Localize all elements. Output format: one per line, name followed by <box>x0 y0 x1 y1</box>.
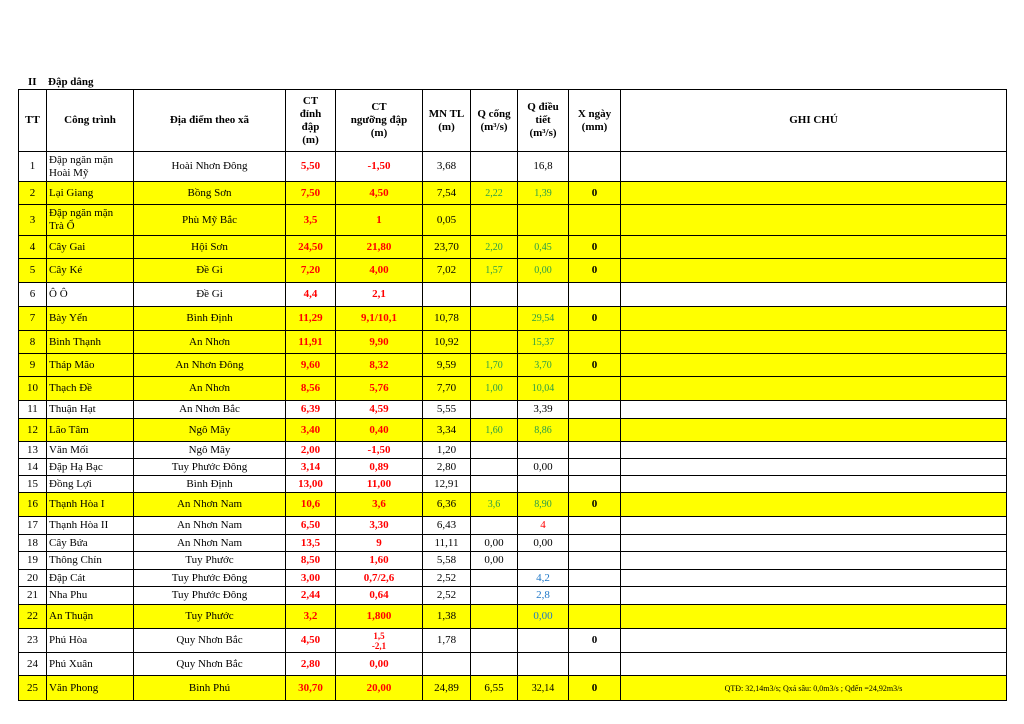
cell-cong-trinh: Thạnh Hòa I <box>47 493 134 517</box>
cell-x-ngay: 0 <box>569 629 621 653</box>
cell-mn-tl: 1,38 <box>423 605 471 629</box>
cell-q-dieu-tiet: 0,45 <box>518 236 569 259</box>
cell-x-ngay <box>569 442 621 459</box>
cell-ct-dinh-dap: 11,91 <box>286 331 336 354</box>
cell-cong-trinh: Lại Giang <box>47 182 134 205</box>
cell-x-ngay <box>569 535 621 552</box>
cell-ct-nguong-dap: 0,64 <box>336 587 423 605</box>
cell-tt: 15 <box>19 476 47 493</box>
cell-mn-tl: 2,80 <box>423 459 471 476</box>
cell-ct-nguong-dap: 1,60 <box>336 552 423 570</box>
table-row <box>19 259 1007 283</box>
cell-ct-nguong-dap: 9,90 <box>336 331 423 354</box>
header-q-cong: Q cống (m³/s) <box>471 90 518 152</box>
cell-mn-tl: 23,70 <box>423 236 471 259</box>
cell-x-ngay <box>569 459 621 476</box>
header-mn-tl: MN TL (m) <box>423 90 471 152</box>
table-row <box>19 476 1007 493</box>
cell-x-ngay <box>569 605 621 629</box>
cell-mn-tl: 11,11 <box>423 535 471 552</box>
cell-ghi-chu <box>621 552 1007 570</box>
table-row <box>19 331 1007 354</box>
cell-q-cong <box>471 517 518 535</box>
cell-ct-nguong-dap: 5,76 <box>336 377 423 401</box>
cell-mn-tl: 10,78 <box>423 307 471 331</box>
cell-ghi-chu <box>621 629 1007 653</box>
cell-ct-dinh-dap: 3,40 <box>286 419 336 442</box>
cell-x-ngay: 0 <box>569 493 621 517</box>
cell-q-cong: 1,00 <box>471 377 518 401</box>
cell-ghi-chu <box>621 307 1007 331</box>
cell-q-cong <box>471 152 518 182</box>
cell-tt: 16 <box>19 493 47 517</box>
cell-q-cong: 2,20 <box>471 236 518 259</box>
header-ct-nguong-dap: CT ngưỡng đập (m) <box>336 90 423 152</box>
cell-mn-tl: 24,89 <box>423 676 471 701</box>
cell-q-cong: 1,70 <box>471 354 518 377</box>
cell-tt: 14 <box>19 459 47 476</box>
cell-q-dieu-tiet: 3,39 <box>518 401 569 419</box>
cell-tt: 2 <box>19 182 47 205</box>
cell-ct-dinh-dap: 24,50 <box>286 236 336 259</box>
cell-x-ngay <box>569 419 621 442</box>
cell-tt: 11 <box>19 401 47 419</box>
section-number: II <box>28 76 37 88</box>
cell-x-ngay <box>569 205 621 236</box>
cell-x-ngay: 0 <box>569 259 621 283</box>
cell-mn-tl: 6,36 <box>423 493 471 517</box>
cell-cong-trinh: Đập Hạ Bạc <box>47 459 134 476</box>
cell-ct-nguong-dap: 0,00 <box>336 653 423 676</box>
cell-ct-nguong-dap: 1 <box>336 205 423 236</box>
cell-q-dieu-tiet: 1,39 <box>518 182 569 205</box>
cell-q-cong: 0,00 <box>471 535 518 552</box>
cell-cong-trinh: Đập Cát <box>47 570 134 587</box>
cell-tt: 6 <box>19 283 47 307</box>
cell-ghi-chu <box>621 535 1007 552</box>
cell-dia-diem: Tuy Phước Đông <box>134 459 286 476</box>
cell-tt: 4 <box>19 236 47 259</box>
cell-ct-nguong-dap: 11,00 <box>336 476 423 493</box>
cell-x-ngay: 0 <box>569 354 621 377</box>
header-dia-diem: Địa điểm theo xã <box>134 90 286 152</box>
table-row <box>19 605 1007 629</box>
cell-x-ngay <box>569 517 621 535</box>
cell-mn-tl: 9,59 <box>423 354 471 377</box>
cell-dia-diem: An Nhơn Bắc <box>134 401 286 419</box>
cell-ct-nguong-dap: 4,50 <box>336 182 423 205</box>
cell-ghi-chu <box>621 517 1007 535</box>
cell-cong-trinh: Ô Ô <box>47 283 134 307</box>
cell-q-dieu-tiet: 8,90 <box>518 493 569 517</box>
cell-q-cong <box>471 570 518 587</box>
cell-ct-nguong-dap: 2,1 <box>336 283 423 307</box>
cell-dia-diem: Tuy Phước Đông <box>134 570 286 587</box>
cell-q-cong <box>471 629 518 653</box>
cell-q-cong <box>471 653 518 676</box>
cell-tt: 13 <box>19 442 47 459</box>
cell-x-ngay <box>569 570 621 587</box>
cell-ct-dinh-dap: 11,29 <box>286 307 336 331</box>
cell-tt: 1 <box>19 152 47 182</box>
cell-dia-diem: Đề Gi <box>134 259 286 283</box>
cell-ct-nguong-dap: 1,800 <box>336 605 423 629</box>
cell-q-cong <box>471 307 518 331</box>
cell-q-dieu-tiet: 3,70 <box>518 354 569 377</box>
cell-x-ngay <box>569 476 621 493</box>
cell-q-dieu-tiet <box>518 205 569 236</box>
cell-q-cong: 6,55 <box>471 676 518 701</box>
header-ghi-chu: GHI CHÚ <box>621 90 1007 152</box>
cell-q-cong <box>471 459 518 476</box>
table-row <box>19 152 1007 182</box>
cell-x-ngay <box>569 283 621 307</box>
cell-x-ngay <box>569 552 621 570</box>
cell-q-dieu-tiet: 4,2 <box>518 570 569 587</box>
cell-dia-diem: An Nhơn <box>134 377 286 401</box>
cell-ct-nguong-dap: 1,5 -2,1 <box>336 629 423 653</box>
cell-dia-diem: An Nhơn Nam <box>134 535 286 552</box>
cell-tt: 9 <box>19 354 47 377</box>
cell-ghi-chu <box>621 570 1007 587</box>
cell-q-cong <box>471 476 518 493</box>
cell-ct-nguong-dap: 20,00 <box>336 676 423 701</box>
cell-mn-tl: 2,52 <box>423 587 471 605</box>
cell-dia-diem: Ngô Mây <box>134 442 286 459</box>
cell-dia-diem: Hoài Nhơn Đông <box>134 152 286 182</box>
cell-cong-trinh: Đồng Lợi <box>47 476 134 493</box>
cell-q-dieu-tiet <box>518 283 569 307</box>
cell-mn-tl: 1,20 <box>423 442 471 459</box>
table-row <box>19 377 1007 401</box>
cell-ct-dinh-dap: 3,00 <box>286 570 336 587</box>
cell-ct-dinh-dap: 8,56 <box>286 377 336 401</box>
cell-tt: 17 <box>19 517 47 535</box>
cell-ghi-chu <box>621 259 1007 283</box>
cell-ghi-chu <box>621 331 1007 354</box>
cell-q-cong <box>471 442 518 459</box>
cell-ct-nguong-dap: -1,50 <box>336 442 423 459</box>
cell-cong-trinh: Văn Mối <box>47 442 134 459</box>
cell-ghi-chu <box>621 182 1007 205</box>
cell-cong-trinh: Phú Xuân <box>47 653 134 676</box>
cell-q-cong <box>471 605 518 629</box>
cell-cong-trinh: Thạch Đề <box>47 377 134 401</box>
cell-ghi-chu <box>621 459 1007 476</box>
cell-tt: 25 <box>19 676 47 701</box>
cell-q-cong <box>471 401 518 419</box>
cell-ct-dinh-dap: 13,5 <box>286 535 336 552</box>
table-row <box>19 236 1007 259</box>
cell-tt: 5 <box>19 259 47 283</box>
cell-q-dieu-tiet: 2,8 <box>518 587 569 605</box>
cell-cong-trinh: Phú Hòa <box>47 629 134 653</box>
cell-ghi-chu <box>621 442 1007 459</box>
cell-dia-diem: Tuy Phước <box>134 552 286 570</box>
cell-q-dieu-tiet <box>518 442 569 459</box>
table-row <box>19 442 1007 459</box>
cell-cong-trinh: Đập ngăn mặn Trà Ổ <box>47 205 134 236</box>
cell-x-ngay: 0 <box>569 676 621 701</box>
cell-ghi-chu <box>621 152 1007 182</box>
cell-mn-tl <box>423 653 471 676</box>
table-row <box>19 419 1007 442</box>
cell-q-cong: 1,60 <box>471 419 518 442</box>
cell-tt: 23 <box>19 629 47 653</box>
cell-mn-tl: 12,91 <box>423 476 471 493</box>
cell-ct-dinh-dap: 7,20 <box>286 259 336 283</box>
cell-q-cong <box>471 283 518 307</box>
cell-ct-dinh-dap: 6,50 <box>286 517 336 535</box>
cell-q-dieu-tiet: 0,00 <box>518 535 569 552</box>
cell-q-dieu-tiet <box>518 629 569 653</box>
header-cong-trinh: Công trình <box>47 90 134 152</box>
section-heading <box>28 76 94 89</box>
table-row <box>19 493 1007 517</box>
table-row <box>19 552 1007 570</box>
cell-ct-dinh-dap: 4,4 <box>286 283 336 307</box>
cell-q-cong <box>471 331 518 354</box>
table-row <box>19 629 1007 653</box>
cell-ct-nguong-dap: 9 <box>336 535 423 552</box>
table-row <box>19 517 1007 535</box>
cell-dia-diem: Đề Gi <box>134 283 286 307</box>
cell-mn-tl: 6,43 <box>423 517 471 535</box>
cell-dia-diem: Bình Định <box>134 307 286 331</box>
header-q-dieu-tiet: Q điều tiết (m³/s) <box>518 90 569 152</box>
cell-ct-dinh-dap: 6,39 <box>286 401 336 419</box>
cell-q-cong: 3,6 <box>471 493 518 517</box>
cell-x-ngay <box>569 653 621 676</box>
cell-cong-trinh: Đập ngăn mặn Hoài Mỹ <box>47 152 134 182</box>
cell-tt: 8 <box>19 331 47 354</box>
header-x-ngay: X ngày (mm) <box>569 90 621 152</box>
cell-tt: 12 <box>19 419 47 442</box>
cell-ct-dinh-dap: 30,70 <box>286 676 336 701</box>
cell-cong-trinh: Lão Tâm <box>47 419 134 442</box>
cell-mn-tl: 3,34 <box>423 419 471 442</box>
cell-ghi-chu <box>621 205 1007 236</box>
cell-tt: 3 <box>19 205 47 236</box>
cell-mn-tl: 1,78 <box>423 629 471 653</box>
cell-q-dieu-tiet: 16,8 <box>518 152 569 182</box>
cell-ghi-chu <box>621 493 1007 517</box>
cell-ct-dinh-dap: 2,44 <box>286 587 336 605</box>
cell-mn-tl <box>423 283 471 307</box>
section-title: Đập dâng <box>48 76 94 88</box>
cell-x-ngay <box>569 587 621 605</box>
cell-dia-diem: An Nhơn Đông <box>134 354 286 377</box>
cell-ct-dinh-dap: 4,50 <box>286 629 336 653</box>
cell-mn-tl: 7,70 <box>423 377 471 401</box>
cell-ghi-chu <box>621 419 1007 442</box>
cell-cong-trinh: An Thuận <box>47 605 134 629</box>
cell-ct-nguong-dap: 3,30 <box>336 517 423 535</box>
cell-tt: 10 <box>19 377 47 401</box>
cell-ct-nguong-dap: 21,80 <box>336 236 423 259</box>
table-row <box>19 653 1007 676</box>
cell-cong-trinh: Thông Chín <box>47 552 134 570</box>
table-row <box>19 570 1007 587</box>
cell-ct-nguong-dap: 8,32 <box>336 354 423 377</box>
cell-cong-trinh: Cây Gai <box>47 236 134 259</box>
cell-ct-dinh-dap: 3,5 <box>286 205 336 236</box>
cell-ct-nguong-dap: 0,40 <box>336 419 423 442</box>
cell-q-dieu-tiet <box>518 552 569 570</box>
table-row <box>19 307 1007 331</box>
cell-q-cong <box>471 205 518 236</box>
cell-q-dieu-tiet: 0,00 <box>518 605 569 629</box>
cell-ct-nguong-dap: 4,00 <box>336 259 423 283</box>
cell-cong-trinh: Bày Yển <box>47 307 134 331</box>
cell-cong-trinh: Cây Ké <box>47 259 134 283</box>
cell-dia-diem: Tuy Phước <box>134 605 286 629</box>
header-tt: TT <box>19 90 47 152</box>
table-row <box>19 587 1007 605</box>
cell-ct-nguong-dap: 4,59 <box>336 401 423 419</box>
cell-tt: 22 <box>19 605 47 629</box>
table-header-row <box>19 90 1007 152</box>
cell-q-dieu-tiet: 29,54 <box>518 307 569 331</box>
cell-dia-diem: An Nhơn Nam <box>134 517 286 535</box>
cell-q-dieu-tiet: 0,00 <box>518 259 569 283</box>
cell-ct-dinh-dap: 10,6 <box>286 493 336 517</box>
cell-ghi-chu <box>621 653 1007 676</box>
cell-ct-nguong-dap: -1,50 <box>336 152 423 182</box>
cell-q-cong: 2,22 <box>471 182 518 205</box>
table-row <box>19 182 1007 205</box>
cell-dia-diem: Quy Nhơn Bắc <box>134 653 286 676</box>
cell-ct-nguong-dap: 0,89 <box>336 459 423 476</box>
cell-ct-nguong-dap: 9,1/10,1 <box>336 307 423 331</box>
cell-q-cong: 0,00 <box>471 552 518 570</box>
table-row <box>19 283 1007 307</box>
cell-mn-tl: 3,68 <box>423 152 471 182</box>
cell-mn-tl: 5,58 <box>423 552 471 570</box>
cell-dia-diem: Ngô Mây <box>134 419 286 442</box>
cell-tt: 20 <box>19 570 47 587</box>
cell-tt: 24 <box>19 653 47 676</box>
cell-ghi-chu <box>621 354 1007 377</box>
cell-q-dieu-tiet: 8,86 <box>518 419 569 442</box>
cell-tt: 19 <box>19 552 47 570</box>
table-row <box>19 535 1007 552</box>
cell-dia-diem: An Nhơn Nam <box>134 493 286 517</box>
cell-q-dieu-tiet <box>518 653 569 676</box>
cell-ct-dinh-dap: 3,14 <box>286 459 336 476</box>
cell-ct-dinh-dap: 9,60 <box>286 354 336 377</box>
cell-ghi-chu <box>621 605 1007 629</box>
cell-mn-tl: 0,05 <box>423 205 471 236</box>
cell-x-ngay: 0 <box>569 307 621 331</box>
cell-dia-diem: Phù Mỹ Bắc <box>134 205 286 236</box>
cell-ct-dinh-dap: 8,50 <box>286 552 336 570</box>
cell-cong-trinh: Thạnh Hòa II <box>47 517 134 535</box>
cell-dia-diem: Bồng Sơn <box>134 182 286 205</box>
cell-ghi-chu <box>621 283 1007 307</box>
cell-tt: 18 <box>19 535 47 552</box>
cell-q-dieu-tiet: 32,14 <box>518 676 569 701</box>
cell-ct-dinh-dap: 3,2 <box>286 605 336 629</box>
cell-q-dieu-tiet: 15,37 <box>518 331 569 354</box>
cell-mn-tl: 7,02 <box>423 259 471 283</box>
cell-dia-diem: Bình Phú <box>134 676 286 701</box>
cell-ct-dinh-dap: 13,00 <box>286 476 336 493</box>
cell-dia-diem: Tuy Phước Đông <box>134 587 286 605</box>
cell-dia-diem: Hội Sơn <box>134 236 286 259</box>
cell-mn-tl: 10,92 <box>423 331 471 354</box>
cell-ct-dinh-dap: 7,50 <box>286 182 336 205</box>
cell-ghi-chu <box>621 236 1007 259</box>
cell-q-dieu-tiet: 10,04 <box>518 377 569 401</box>
table-row <box>19 459 1007 476</box>
cell-x-ngay: 0 <box>569 182 621 205</box>
cell-ct-nguong-dap: 0,7/2,6 <box>336 570 423 587</box>
cell-x-ngay <box>569 152 621 182</box>
cell-q-dieu-tiet <box>518 476 569 493</box>
cell-mn-tl: 7,54 <box>423 182 471 205</box>
cell-dia-diem: Bình Định <box>134 476 286 493</box>
cell-ghi-chu: QTĐ: 32,14m3/s; Qxả sâu: 0,0m3/s ; Qđến =24,92m3/s <box>621 676 1007 701</box>
cell-cong-trinh: Tháp Mão <box>47 354 134 377</box>
cell-cong-trinh: Cây Bứa <box>47 535 134 552</box>
table-row <box>19 676 1007 701</box>
cell-q-dieu-tiet: 0,00 <box>518 459 569 476</box>
cell-x-ngay: 0 <box>569 236 621 259</box>
cell-q-cong: 1,57 <box>471 259 518 283</box>
cell-cong-trinh: Văn Phong <box>47 676 134 701</box>
cell-ghi-chu <box>621 377 1007 401</box>
cell-cong-trinh: Thuận Hạt <box>47 401 134 419</box>
cell-x-ngay <box>569 377 621 401</box>
cell-tt: 7 <box>19 307 47 331</box>
cell-cong-trinh: Nha Phu <box>47 587 134 605</box>
cell-dia-diem: Quy Nhơn Bắc <box>134 629 286 653</box>
table-row <box>19 401 1007 419</box>
cell-q-cong <box>471 587 518 605</box>
table-row <box>19 205 1007 236</box>
cell-x-ngay <box>569 331 621 354</box>
cell-ghi-chu <box>621 476 1007 493</box>
cell-dia-diem: An Nhơn <box>134 331 286 354</box>
cell-ct-dinh-dap: 5,50 <box>286 152 336 182</box>
header-ct-dinh-dap: CT đỉnh đập (m) <box>286 90 336 152</box>
cell-x-ngay <box>569 401 621 419</box>
cell-mn-tl: 5,55 <box>423 401 471 419</box>
cell-ct-dinh-dap: 2,00 <box>286 442 336 459</box>
cell-q-dieu-tiet: 4 <box>518 517 569 535</box>
cell-mn-tl: 2,52 <box>423 570 471 587</box>
cell-ct-dinh-dap: 2,80 <box>286 653 336 676</box>
cell-ghi-chu <box>621 401 1007 419</box>
cell-ghi-chu <box>621 587 1007 605</box>
table-row <box>19 354 1007 377</box>
cell-cong-trinh: Bình Thạnh <box>47 331 134 354</box>
dam-table <box>18 89 1007 701</box>
cell-ct-nguong-dap: 3,6 <box>336 493 423 517</box>
cell-tt: 21 <box>19 587 47 605</box>
